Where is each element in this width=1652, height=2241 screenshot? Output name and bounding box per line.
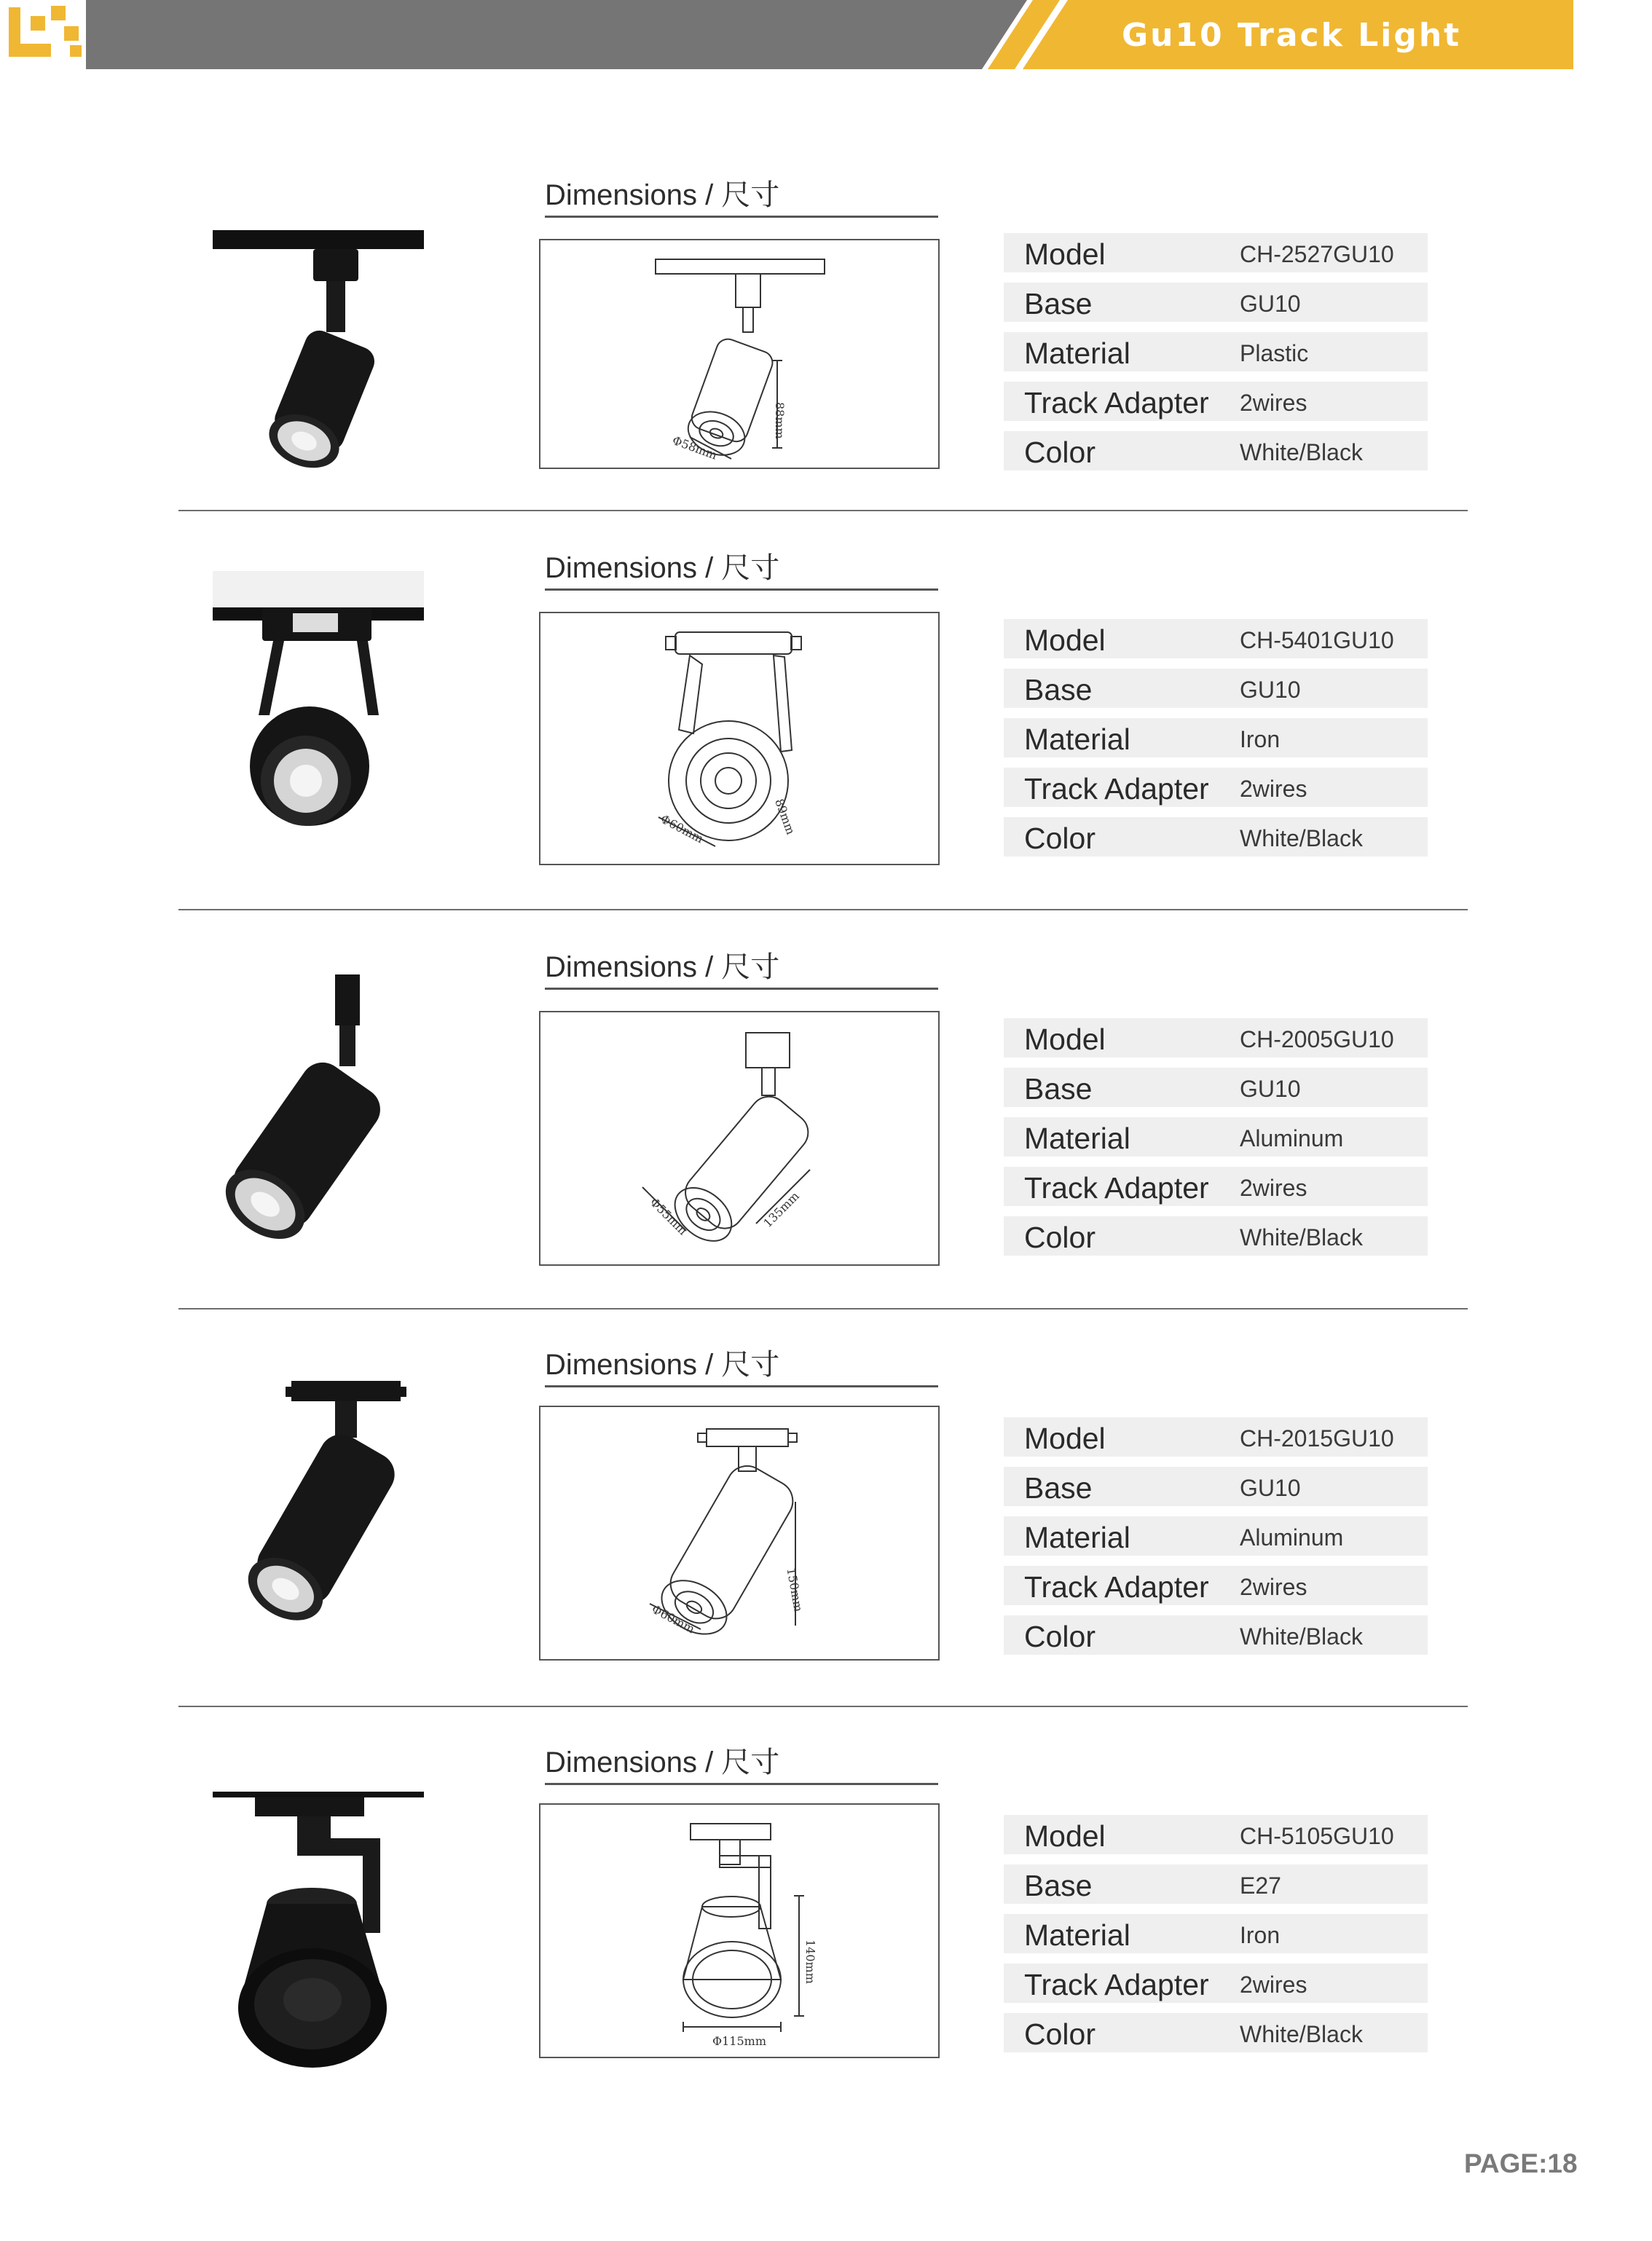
spec-row-material	[1004, 1914, 1428, 1953]
spec-key: Track Adapter	[1024, 1171, 1209, 1205]
spec-row-model	[1004, 1815, 1428, 1854]
dimension-drawing	[539, 612, 940, 865]
row-divider	[178, 909, 1468, 910]
spec-key: Model	[1024, 1819, 1106, 1853]
spec-key: Track Adapter	[1024, 1968, 1209, 2001]
spec-key: Color	[1024, 1221, 1096, 1254]
spec-row-track-adapter	[1004, 768, 1428, 807]
spec-value: CH-5105GU10	[1240, 1823, 1394, 1849]
spec-value: White/Black	[1240, 1623, 1363, 1650]
spec-value: Iron	[1240, 1922, 1281, 1948]
spec-value: Plastic	[1240, 340, 1309, 366]
spec-value: CH-2015GU10	[1240, 1425, 1394, 1452]
height-label: 135mm	[760, 1189, 802, 1231]
spec-key: Material	[1024, 722, 1130, 756]
spec-key: Model	[1024, 1023, 1106, 1056]
spec-value: 2wires	[1240, 1175, 1307, 1201]
dimensions-label: Dimensions / 尺寸	[545, 548, 938, 591]
product-row	[0, 1344, 1652, 1738]
spec-key: Base	[1024, 673, 1093, 706]
spec-key: Track Adapter	[1024, 1570, 1209, 1604]
spec-row-base	[1004, 1068, 1428, 1107]
brand-corner-icon	[0, 0, 86, 69]
spec-value: CH-5401GU10	[1240, 627, 1394, 653]
spec-key: Model	[1024, 623, 1106, 657]
diameter-label: Φ60mm	[658, 811, 706, 846]
product-row	[0, 175, 1652, 568]
spec-value: White/Black	[1240, 825, 1363, 851]
spec-key: Track Adapter	[1024, 386, 1209, 420]
spec-row-model	[1004, 1018, 1428, 1058]
track-light-photo	[204, 211, 444, 532]
spec-value: CH-2005GU10	[1240, 1026, 1394, 1052]
track-light-photo	[204, 1381, 444, 1701]
row-divider	[178, 1706, 1468, 1707]
row-divider	[178, 510, 1468, 511]
spec-key: Color	[1024, 1620, 1096, 1653]
spec-row-color	[1004, 1216, 1428, 1256]
spec-row-base	[1004, 1864, 1428, 1904]
track-light-photo	[204, 1786, 444, 2106]
spec-value: GU10	[1240, 291, 1301, 317]
spec-key: Color	[1024, 2017, 1096, 2051]
spec-key: Base	[1024, 1072, 1093, 1106]
spec-table	[1004, 1018, 1428, 1266]
spec-row-color	[1004, 1615, 1428, 1655]
height-label: 88mm	[773, 402, 787, 439]
dimension-drawing	[539, 239, 940, 469]
dimension-drawing	[539, 1803, 940, 2058]
height-label: 89mm	[772, 797, 798, 837]
spec-value: CH-2527GU10	[1240, 241, 1394, 267]
height-label: 140mm	[803, 1939, 817, 1984]
product-row	[0, 947, 1652, 1340]
spec-row-material	[1004, 332, 1428, 371]
spec-row-model	[1004, 1417, 1428, 1457]
spec-key: Material	[1024, 1122, 1130, 1155]
spec-row-color	[1004, 2013, 1428, 2052]
spec-value: E27	[1240, 1872, 1281, 1899]
spec-value: 2wires	[1240, 390, 1307, 416]
diameter-label: Φ58mm	[670, 433, 720, 462]
spec-row-color	[1004, 817, 1428, 856]
spec-row-color	[1004, 431, 1428, 470]
spec-value: GU10	[1240, 1076, 1301, 1102]
spec-row-track-adapter	[1004, 382, 1428, 421]
spec-table	[1004, 619, 1428, 867]
spec-row-base	[1004, 1467, 1428, 1506]
spec-key: Color	[1024, 822, 1096, 855]
spec-key: Material	[1024, 336, 1130, 370]
spec-value: GU10	[1240, 1475, 1301, 1501]
spec-row-model	[1004, 233, 1428, 272]
spec-key: Model	[1024, 1422, 1106, 1455]
spec-key: Track Adapter	[1024, 772, 1209, 806]
dimensions-label: Dimensions / 尺寸	[545, 175, 938, 218]
spec-value: Iron	[1240, 726, 1281, 752]
page-number: PAGE:18	[1464, 2149, 1578, 2178]
spec-key: Color	[1024, 436, 1096, 469]
spec-value: White/Black	[1240, 2021, 1363, 2047]
spec-row-material	[1004, 1516, 1428, 1556]
height-label: 150mm	[784, 1567, 806, 1613]
spec-table	[1004, 1815, 1428, 2063]
spec-row-material	[1004, 1117, 1428, 1157]
dimension-drawing	[539, 1011, 940, 1266]
dimensions-label: Dimensions / 尺寸	[545, 947, 938, 990]
spec-value: 2wires	[1240, 776, 1307, 802]
spec-row-material	[1004, 718, 1428, 757]
spec-row-model	[1004, 619, 1428, 658]
spec-row-base	[1004, 669, 1428, 708]
diameter-label: Φ60mm	[649, 1602, 697, 1637]
track-light-photo	[204, 974, 444, 1295]
spec-key: Model	[1024, 237, 1106, 271]
spec-key: Base	[1024, 1471, 1093, 1505]
spec-key: Base	[1024, 287, 1093, 320]
spec-value: White/Black	[1240, 1224, 1363, 1251]
spec-table	[1004, 1417, 1428, 1665]
spec-row-track-adapter	[1004, 1566, 1428, 1605]
row-divider	[178, 1308, 1468, 1309]
diameter-label: Φ115mm	[712, 2034, 766, 2048]
diameter-label: Φ55mm	[647, 1194, 691, 1238]
spec-value: Aluminum	[1240, 1125, 1344, 1151]
spec-row-track-adapter	[1004, 1167, 1428, 1206]
product-row	[0, 1742, 1652, 2135]
spec-value: Aluminum	[1240, 1524, 1344, 1551]
dimensions-label: Dimensions / 尺寸	[545, 1742, 938, 1785]
spec-key: Material	[1024, 1521, 1130, 1554]
page-header	[0, 0, 1652, 105]
spec-row-base	[1004, 283, 1428, 322]
spec-table	[1004, 233, 1428, 481]
dimension-drawing	[539, 1406, 940, 1661]
spec-key: Material	[1024, 1918, 1130, 1952]
spec-row-track-adapter	[1004, 1964, 1428, 2003]
spec-value: GU10	[1240, 677, 1301, 703]
product-row	[0, 548, 1652, 941]
dimensions-label: Dimensions / 尺寸	[545, 1344, 938, 1387]
spec-value: 2wires	[1240, 1574, 1307, 1600]
track-light-photo	[204, 570, 444, 890]
spec-value: White/Black	[1240, 439, 1363, 465]
spec-key: Base	[1024, 1869, 1093, 1902]
header-title: Gu10 Track Light Fixture	[1122, 17, 1462, 105]
spec-value: 2wires	[1240, 1972, 1307, 1998]
